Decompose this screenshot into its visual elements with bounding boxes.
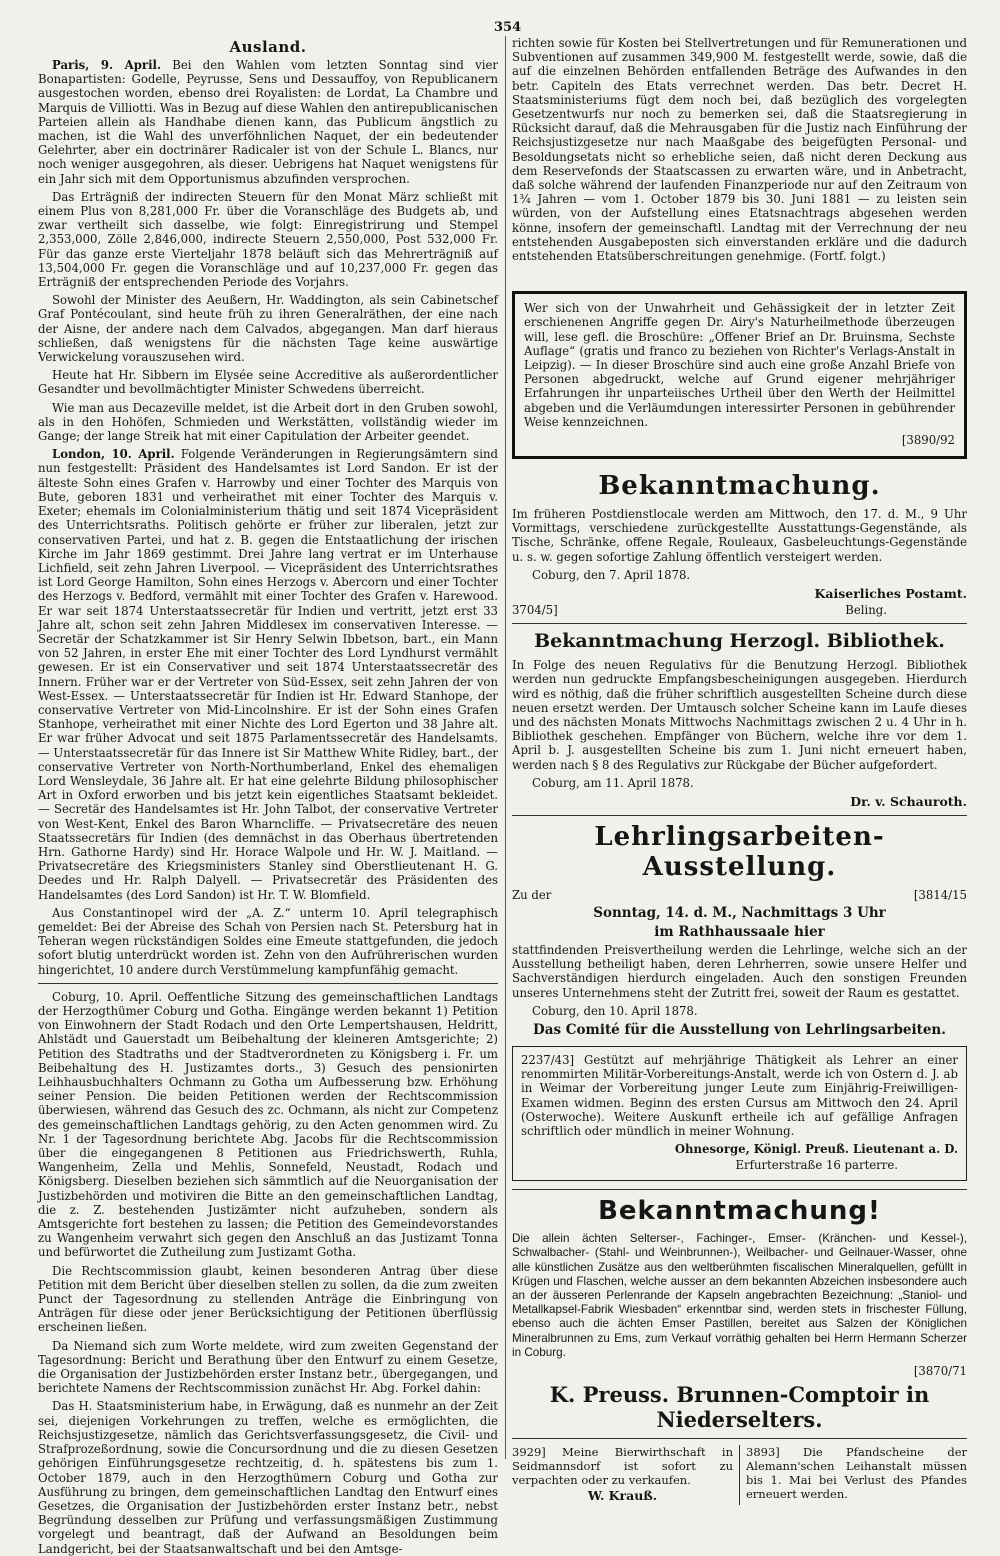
ad-text: In Folge des neuen Regulativs für die Benutzung Herzogl. Bibliothek werden nun gedruckte Empfangsbescheinigungen ausgegeben. Hierdurch wird es nöthig, daß die früher schriftlich ausgestellten Scheine durch diese neuen ersetzt werden. Der Umtausch solcher Scheine kann im Laufe dieses und des nächsten Monats Mittwochs Nachmittags zwischen 2 u. 4 Uhr in h. Bibliothek geschehen. Empfänger von Büchern, welche ihre vor dem 1. April b. J. ausgestellten Scheine bis zum 1. Juni nicht erneuert haben, werden nach § 8 des Regulativs zur Rückgabe der Bücher aufgefordert. xyxy=(512,658,967,772)
ad-event-location: im Rathhaussaale hier xyxy=(654,923,825,940)
divider xyxy=(512,623,967,624)
ad-signature: Das Comité für die Ausstellung von Lehrlingsarbeiten. xyxy=(533,1021,946,1038)
ad-naturheilmethode xyxy=(512,291,967,459)
ad-bierwirthschaft xyxy=(512,1445,733,1505)
article-paragraph: Da Niemand sich zum Worte meldete, wird zum zweiten Gegenstand der Tagesordnung: Bericht und Berathung über den Entwurf zu einem Gesetze, die Organisation der Justizbehörden erster Instanz betr., übergegangen, und berichtete Namens der Rechtscommission zunächst Hr. Abg. Forkel dahin: xyxy=(38,1338,498,1396)
column-separator xyxy=(739,1445,740,1505)
ad-date: Coburg, den 7. April 1878. xyxy=(532,567,691,582)
page-number: 354 xyxy=(494,20,522,35)
continued-article: richten sowie für Kosten bei Stellvertretungen und für Remunerationen und Subventionen auf zusammen 349,900 M. festgestellt werde, sowie, daß die auf die einzelnen Behörden entfallenden Beträge des Aufwandes in den betr. Capiteln des Etats verrechnet werden. Das betr. Decret H. Staatsministeriums fügt dem noch bei, daß bezüglich des vorgelegten Gesetzentwurfs nur noch zu bemerken sei, daß die Staatsregierung in Rücksicht darauf, daß die Mehrausgaben für die Justiz nach Einführung der Reichsjustizgesetze nur nach Maaßgabe des beigefügten Personal- und Besoldungsetats nicht so erhebliche seien, daß nicht deren Deckung aus dem Reservefonds der Staatscassen zu erwarten wäre, und in Anbetracht, daß solche während der laufenden Finanzperiode nur auf den Zeitraum von 1¾ Jahren — vom 1. October 1879 bis 30. Juni 1881 — zu leisten sein würden, von der Aufstellung eines Etatsnachtrags abgesehen werden könne, insofern der gemeinschaftl. Landtag mit der Verrechnung der neu entstehenden Ausgabeposten sich einverstanden erkläre und die dadurch entstehenden Etatsüberschreitungen genehmige. (Fortf. folgt.) xyxy=(512,36,967,264)
ad-signature: Dr. v. Schauroth. xyxy=(850,793,967,809)
paris-article xyxy=(38,58,498,186)
coburg-article: Coburg, 10. April. Oeffentliche Sitzung des gemeinschaftlichen Landtags der Herzogthümer Coburg und Gotha. Eingänge werden bekannt 1) Petition von Einwohnern der Stadt Rodach und den Orte Lempertshausen, Heldritt, Ahlstädt und Gauerstadt um Beibehaltung der kleineren Amtsgerichte; 2) Petition des Stadtraths und der Stadtverordneten zu Königsberg i. Fr. um Beibehaltung des H. Justizamtes dorts., 3) Gesuch des pensionirten Leihhausbuchhalters Ochmann zu Gotha um Aufbesserung bzw. Erhöhung seiner Pension. Die beiden Petitionen werden der Rechtscommission überwiesen, während das Gesuch des zc. Ochmann, als nicht zur Competenz des gemeinschaftlichen Landtags gehörig, zu den Acten genommen wird. Zu Nr. 1 der Tagesordnung berichtete Abg. Jacobs für die Rechtscommission über die eingegangenen 8 Petitionen aus Friedrichswerth, Ruhla, Wangenheim, Zella und Mehlis, Sonnefeld, Neustadt, Rodach und Königsberg. Dieselben beziehen sich sämmtlich auf die Neuorganisation der Justizbehörden und motiviren die Bitte an den gemeinschaftlichen Landtag, die z. Z. bestehenden Justizämter nicht aufzuheben, sondern als Amtsgerichte fort bestehen zu lassen; die Petition des Gemeindevorstandes zu Wangenheim verwahrt sich gegen den Anschluß an das Justizamt Tonna und befürwortet die Zutheilung zum Justizamt Gotha. xyxy=(38,989,498,1260)
ad-title: Lehrlingsarbeiten-Ausstellung. xyxy=(594,821,885,882)
ad-event-date: Sonntag, 14. d. M., Nachmittags 3 Uhr xyxy=(593,904,886,921)
ad-signature: K. Preuss. Brunnen-Comptoir in Niederselters. xyxy=(549,1381,930,1432)
ad-signature: W. Krauß. xyxy=(587,1487,658,1503)
ad-examen xyxy=(512,1046,967,1181)
ad-text: 2237/43] Gestützt auf mehrjährige Thätigkeit als Lehrer an einer renommirten Militär-Vorbereitungs-Anstalt, werde ich von Ostern d. J. ab in Weimar der Vorbereitung junger Leute zum Einjährig-Freiwilligen-Examen widmen. Beginn des ersten Cursus am Mittwoch den 24. April (Osterwoche). Weitere Auskunft ertheile ich auf gefällige Anfragen schriftlich oder mündlich in meiner Wohnung. xyxy=(521,1052,958,1138)
ad-ref: [3814/15 xyxy=(913,887,967,902)
ad-signature: Kaiserliches Postamt. xyxy=(814,586,967,602)
paris-text: Bei den Wahlen vom letzten Sonntag sind vier Bonapartisten: Godelle, Peyrusse, Sens und Dessauffoy, von Republicanern ausgestochen worden, ebenso drei Royalisten: de Lordat, La Chambre und Marquis de Villiotti. Was in Bezug auf diese Wahlen den antirepublicanischen Parteien allein als Handhabe dienen kann, das Publicum ängstlich zu machen, ist die Wahl des unverföhnlichen Naquet, der ein bedeutender Gelehrter, aber ein doctrinärer Radicaler ist von der Schule L. Blancs, nur noch weniger ausgegohren, als dieser. Uebrigens hat Naquet wenigstens für ein Jahr sich mit dem Opportunismus abzufinden versprochen. xyxy=(38,58,498,186)
article-paragraph: Wie man aus Decazeville meldet, ist die Arbeit dort in den Gruben sowohl, als in den Hohöfen, Schmieden und Werkstätten, vollständig wieder im Gange; der lange Streik hat mit einer Capitulation der Arbeiter geendet. xyxy=(38,400,498,444)
ad-leihanstalt: 3893] Die Pfandscheine der Alemann'schen Leihanstalt müssen bis 1. Mai bei Verlust des Pfandes erneuert werden. xyxy=(746,1444,967,1501)
ad-address: Erfurterstraße 16 parterre. xyxy=(735,1158,898,1173)
ad-bibliothek xyxy=(512,630,967,809)
column-divider xyxy=(505,36,506,1459)
article-paragraph: Heute hat Hr. Sibbern im Elysée seine Accreditive als außerordentlicher Gesandter und bevollmächtigter Minister Schwedens überreicht. xyxy=(38,368,498,397)
small-ads-row xyxy=(512,1445,967,1505)
paris-dateline: Paris, 9. April. xyxy=(52,58,162,72)
ad-mineralwasser xyxy=(512,1196,967,1432)
divider xyxy=(512,815,967,816)
section-heading: Ausland. xyxy=(229,38,307,56)
ad-text: stattfindenden Preisvertheilung werden die Lehrlinge, welche sich an der Ausstellung betheiligt haben, deren Lehrherren, sowie unsere Helfer und Sachverständigen hierdurch eingeladen. Auch den sonstigen Freunden unseres Unternehmens steht der Zutritt frei, soweit der Raum es gestattet. xyxy=(512,942,967,1000)
ad-intro-text: Zu der xyxy=(512,887,552,902)
divider xyxy=(512,1438,967,1439)
ad-text: Die allein ächten Selterser-, Fachinger-, Emser- (Kränchen- und Kessel-), Schwalbacher- (Stahl- und Weinbrunnen-), Weilbacher- und Geilnauer-Wasser, ohne alle künstlichen Zusätze aus den weltberühmten fiscalischen Mineralquellen, gefüllt in Krügen und Flaschen, welche ausser an dem bekannten Abzeichen insbesondere auch an der äusseren Perlenrande der Kapseln angebrachten Bezeichnung: „Staniol- und Metallkapsel-Fabrik Wiesbaden“ erkenntbar sind, werden stets in frischester Füllung, ebenso auch die ächten Emser Pastillen, bereitet aus Salzen der Königlichen Mineralbrunnen zu Ems, zum Verkauf vorräthig gehalten bei Herrn Hermann Scherzer in Coburg. xyxy=(512,1232,967,1359)
ad-text: Im früheren Postdienstlocale werden am Mittwoch, den 17. d. M., 9 Uhr Vormittags, verschiedene zurückgestellte Ausstattungs-Gegenstände, als Tische, Schränke, offene Regale, Rouleaux, Gasbeleuchtungs-Gegenstände u. s. w. gegen sofortige Zahlung öffentlich versteigert werden. xyxy=(512,507,967,564)
ad-signature-name: Beling. xyxy=(845,603,887,618)
article-paragraph: Sowohl der Minister des Aeußern, Hr. Waddington, als sein Cabinetschef Graf Pontécoulant, sind heute früh zu ihren Generalräthen, der eine nach der Aisne, der andere nach dem Calvados, abgegangen. Man darf hieraus schließen, daß wenigstens für die nächsten Tage keine auswärtige Verwickelung vorauszusehen wird. xyxy=(38,293,498,365)
ad-signature: Ohnesorge, Königl. Preuß. Lieutenant a. D. xyxy=(674,1142,958,1157)
divider xyxy=(512,1189,967,1190)
right-column xyxy=(512,36,967,1503)
ad-text: Wer sich von der Unwahrheit und Gehässigkeit der in letzter Zeit erschienenen Angriffe gegen Dr. Airy's Naturheilmethode überzeugen will, lese gefl. die Broschüre: „Offener Brief an Dr. Bruinsma, Sechste Auflage“ (gratis und franco zu beziehen von Richter's Verlags-Anstalt in Leipzig). — In dieser Broschüre sind auch eine große Anzahl Briefe von Personen abgedruckt, welche auf Grund eigener mehrjähriger Erfahrungen ihr unparteiisches Urtheil über den Werth der Heilmittel abgeben und die Verläumdungen interessirter Personen in gebührender Weise kennzeichnen. xyxy=(524,301,955,429)
article-paragraph: Das Erträgniß der indirecten Steuern für den Monat März schließt mit einem Plus von 8,281,000 Fr. über die Voranschläge des Budgets ab, und zwar vertheilt sich dasselbe, wie folgt: Einregistrirung und Stempel 2,353,000, Zölle 2,846,000, indirecte Steuern 2,550,000, Post 532,000 Fr. Für das ganze erste Vierteljahr 1878 beläuft sich das Mehrerträgniß auf 13,504,000 Fr. gegen die Voranschläge und auf 10,237,000 Fr. gegen das Erträgniß der entsprechenden Periode des Vorjahrs. xyxy=(38,189,498,290)
ad-intro xyxy=(512,888,967,902)
left-column xyxy=(38,36,498,1556)
ad-lehrlinge xyxy=(512,822,967,1038)
article-paragraph: Das H. Staatsministerium habe, in Erwägung, daß es nunmehr an der Zeit sei, diejenigen Vorkehrungen zu treffen, welche es ermöglichten, die Reichsjustizgesetze, nämlich das Gerichtsverfassungsgesetz, die Civil- und Strafprozeßordnung, sowie die Concursordnung und die zu diesen Gesetzen gehörigen Einführungsgesetze rechtzeitig, d. h. spätestens bis zum 1. October 1879, auch in den Herzogthümern Coburg und Gotha zur Ausführung zu bringen, dem gemeinschaftlichen Landtag den Entwurf eines Gesetzes, die Organisation der Justizbehörden erster Instanz betr., nebst Begründung desselben zur Prüfung und verfassungsmäßigen Zustimmung vorgelegt und beantragt, daß der Aufwand an Besoldungen beim Landgericht, bei der Staatsanwaltschaft und bei den Amtsge- xyxy=(38,1399,498,1556)
divider xyxy=(38,983,498,984)
ad-title: Bekanntmachung! xyxy=(598,1196,881,1227)
ad-title: Bekanntmachung. xyxy=(598,471,881,502)
ad-date: Coburg, den 10. April 1878. xyxy=(532,1003,698,1018)
ad-text: 3929] Meine Bierwirthschaft in Seidmannsdorf ist sofort zu verpachten oder zu verkaufen. xyxy=(512,1444,733,1487)
london-text: Folgende Veränderungen in Regierungsämtern sind nun festgestellt: Präsident des Handelsamtes ist Lord Sandon. Er ist der älteste Sohn eines Grafen v. Harrowby und einer Tochter des Marquis von Bute, geboren 1831 und verheirathet mit einer Tochter des Marquis v. Exeter; ehemals im Colonialministerium thätig und seit 1874 Vicepräsident des Unterrichtsraths. Politisch gehörte er früher zur liberalen, jetzt zur conservativen Partei, und hat z. B. gegen die Entstaatlichung der irischen Kirche im Jahr 1869 gestimmt. Drei Jahre lang vertrat er im Unterhause Lichfield, seit zehn Jahren Liverpool. — Vicepräsident des Unterrichtsrathes ist Lord George Hamilton, Sohn eines Herzogs v. Abercorn und einer Tochter des Herzogs v. Bedford, vermählt mit einer Tochter des Grafen v. Harewood. Er war seit 1874 Unterstaatssecretär für Indien und vertritt, jetzt erst 33 Jahre alt, schon seit zehn Jahren Middlesex im conservativen Interesse. — Secretär der Schatzkammer ist Sir Henry Selwin Ibbetson, bart., ein Mann von 52 Jahren, in erster Ehe mit einer Tochter des Lord Lyndhurst vermählt gewesen. Er ist ein Conservativer und seit 1874 Unterstaatssecretär des Innern. Früher war er der Vertreter von Süd-Essex, seit zehn Jahren der von West-Essex. — Unterstaatssecretär für Indien ist Hr. Edward Stanhope, der conservative Vertreter von Mid-Lincolnshire. Er ist der Sohn eines Grafen Stanhope, verheirathet mit einer Nichte des Lord Egerton und 38 Jahre alt. Er war früher Advocat und seit 1875 Parlamentssecretär des Handelsamts. — Unterstaatssecretär für das Innere ist Sir Matthew White Ridley, bart., der conservative Vertreter von North-Northumberland, Enkel des ehemaligen Lord Wensleydale, 36 Jahre alt. Er hat eine gelehrte Bildung philosophischer Art in Oxford erworben und bis jetzt kein eigentliches Staatsamt bekleidet. — Secretär des Handelsamtes ist Hr. John Talbot, der conservative Vertreter von West-Kent, Enkel des Baron Wharncliffe. — Privatsecretäre des neuen Staatssecretärs für Indien (des demnächst in das Oberhaus übertretenden Hrn. Gathorne Hardy) sind Hr. Horace Walpole und Hr. W. J. Maitland. — Privatsecretäre des Kriegsministers Stanley sind Oberstlieutenant H. G. Deedes und Hr. Ralph Dalyell. — Privatsecretär des Präsidenten des Handelsamtes (des Lord Sandon) ist Hr. T. W. Blomfield. xyxy=(38,447,498,902)
ad-ref: [3890/92 xyxy=(901,433,955,448)
ad-footer xyxy=(512,603,967,617)
ad-ref: 3704/5] xyxy=(512,603,558,618)
ad-date: Coburg, am 11. April 1878. xyxy=(532,775,694,790)
london-article xyxy=(38,447,498,902)
ad-title: Bekanntmachung Herzogl. Bibliothek. xyxy=(534,630,945,653)
article-paragraph: Aus Constantinopel wird der „A. Z.“ unterm 10. April telegraphisch gemeldet: Bei der Abreise des Schah von Persien nach St. Petersburg hat in Teheran wegen rückständigen Soldes eine Emeute stattgefunden, die jedoch sofort blutig unterdrückt worden ist. Zehn von den Aufrührerischen wurden hingerichtet, 10 andere durch Verstümmelung kampfunfähig gemacht. xyxy=(38,905,498,977)
ad-ref: [3870/71 xyxy=(913,1363,967,1378)
london-dateline: London, 10. April. xyxy=(52,447,175,462)
ad-postamt xyxy=(512,471,967,617)
article-paragraph: Die Rechtscommission glaubt, keinen besonderen Antrag über diese Petition mit dem Bericht über dieselben stellen zu sollen, da die zum zweiten Punct der Tagesordnung zu stellenden Anträge die Einbringung von Anträgen für diese oder jener Berücksichtigung der Petitionen überflüssig erscheinen ließen. xyxy=(38,1263,498,1335)
